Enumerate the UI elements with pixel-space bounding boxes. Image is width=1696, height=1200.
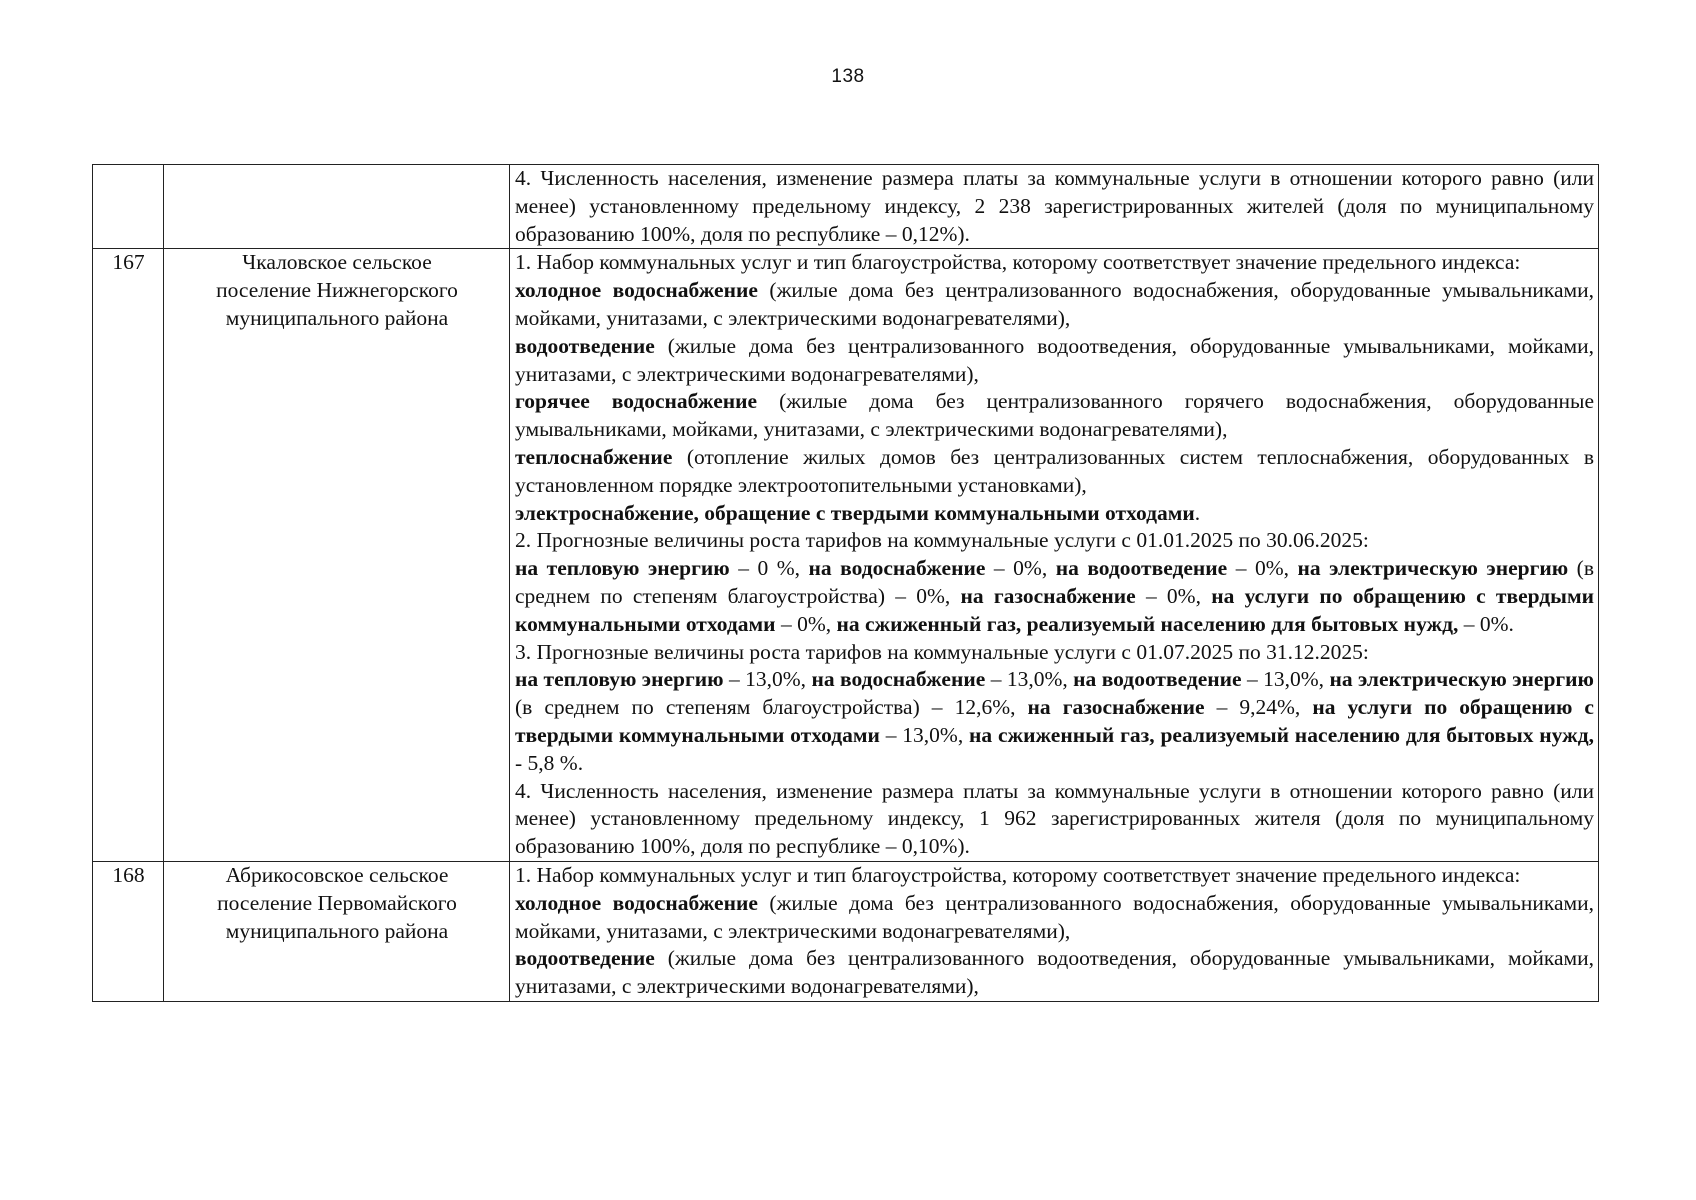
description-paragraph [515, 444, 1594, 500]
row-number-cell [93, 165, 164, 249]
text-segment: – 0%, [1135, 583, 1212, 608]
description-paragraph [515, 890, 1594, 946]
text-segment: 3. Прогнозные величины роста тарифов на коммунальные услуги с 01.07.2025 по 31.12.2025: [515, 639, 1369, 664]
text-segment: 4. Численность населения, изменение размера платы за коммунальные услуги в отношении которого равно (или менее) установленному предельному индексу, 1 962 зарегистрированных жителя (доля по муниципальному образованию 100%, доля по республике – 0,10%). [515, 778, 1594, 859]
text-segment: – 0%, [1227, 556, 1298, 581]
text-segment: – 0%, [775, 611, 837, 636]
text-segment: – 0 %, [729, 556, 809, 581]
description-paragraph [515, 555, 1594, 638]
description-paragraph [515, 527, 1594, 555]
text-segment: – 0%, [985, 556, 1056, 581]
bold-text-segment: холодное водоснабжение [515, 890, 758, 915]
table-row [93, 249, 1599, 862]
text-segment: (жилые дома без централизованного водоотведения, оборудованные умывальниками, мойками, унитазами, с электрическими водонагревателями), [515, 333, 1594, 386]
description-paragraph [515, 388, 1594, 444]
description-cell [510, 165, 1599, 249]
text-segment: 4. Численность населения, изменение размера платы за коммунальные услуги в отношении которого равно (или менее) установленному предельному индексу, 2 238 зарегистрированных жителей (доля по муниципальному образованию 100%, доля по республике – 0,12%). [515, 166, 1594, 246]
bold-text-segment: на электрическую энергию [1297, 556, 1569, 581]
bold-text-segment: на сжиженный газ, реализуемый населению для бытовых нужд, [836, 611, 1459, 636]
bold-text-segment: на тепловую энергию [515, 556, 730, 581]
bold-text-segment: на водоснабжение [811, 667, 986, 692]
text-segment: 1. Набор коммунальных услуг и тип благоустройства, которому соответствует значение предельного индекса: [515, 862, 1521, 887]
settlement-name-line: поселение Первомайского [217, 890, 457, 915]
text-segment: – 13,0%, [879, 722, 970, 747]
description-cell [510, 249, 1599, 862]
settlement-name-cell [164, 861, 510, 1001]
text-segment: – 0%. [1458, 611, 1514, 636]
bold-text-segment: электроснабжение, обращение с твердыми коммунальными отходами [515, 500, 1195, 525]
description-paragraph [515, 333, 1594, 389]
text-segment: – 9,24%, [1204, 695, 1313, 720]
description-paragraph [515, 666, 1594, 777]
bold-text-segment: на сжиженный газ, реализуемый населению для бытовых нужд, [969, 722, 1594, 747]
description-paragraph [515, 249, 1594, 277]
settlement-name-cell [164, 249, 510, 862]
text-segment: – 13,0%, [1241, 667, 1330, 692]
row-number-cell: 168 [93, 861, 164, 1001]
settlement-name-line: муниципального района [225, 305, 449, 330]
text-segment: (жилые дома без централизованного водоотведения, оборудованные умывальниками, мойками, унитазами, с электрическими водонагревателями), [515, 946, 1594, 999]
bold-text-segment: на водоснабжение [808, 556, 986, 581]
text-segment: – 13,0%, [723, 667, 812, 692]
bold-text-segment: на услуги по обращению с твердыми коммунальными отходами [515, 695, 1594, 747]
text-segment: (жилые дома без централизованного водоснабжения, оборудованные умывальниками, мойками, унитазами, с электрическими водонагревателями), [515, 278, 1594, 330]
bold-text-segment: на электрическую энергию [1329, 667, 1594, 692]
row-number-cell: 167 [93, 249, 164, 862]
bold-text-segment: теплоснабжение [515, 444, 673, 469]
text-segment: (в среднем по степеням благоустройства) – 0%, [515, 556, 1594, 608]
bold-text-segment: холодное водоснабжение [515, 278, 758, 303]
settlement-name-line: муниципального района [225, 918, 449, 943]
text-segment: . [1194, 500, 1201, 525]
settlement-name-line: Абрикосовское сельское [225, 862, 449, 887]
description-cell [510, 861, 1599, 1001]
settlement-name-cell [164, 165, 510, 249]
description-paragraph [515, 778, 1594, 861]
bold-text-segment: на газоснабжение [1027, 695, 1205, 720]
description-paragraph [515, 945, 1594, 1001]
text-segment: (отопление жилых домов без централизованных систем теплоснабжения, оборудованных в установленном порядке электроотопительными установками), [515, 444, 1594, 497]
bold-text-segment: на водоотведение [1055, 556, 1228, 581]
text-segment: (в среднем по степеням благоустройства) – 12,6%, [515, 695, 1028, 720]
settlement-name-line: поселение Нижнегорского [216, 278, 458, 303]
description-paragraph [515, 500, 1594, 528]
text-segment: - 5,8 %. [515, 750, 584, 775]
text-segment: (жилые дома без централизованного горячего водоснабжения, оборудованные умывальниками, мойками, унитазами, с электрическими водонагревателями), [515, 389, 1594, 442]
text-segment: 2. Прогнозные величины роста тарифов на коммунальные услуги с 01.01.2025 по 30.06.2025: [515, 528, 1369, 553]
table-body [93, 165, 1599, 1002]
bold-text-segment: водоотведение [515, 946, 655, 971]
bold-text-segment: водоотведение [515, 333, 655, 358]
bold-text-segment: на тепловую энергию [515, 667, 724, 692]
text-segment: (жилые дома без централизованного водоснабжения, оборудованные умывальниками, мойками, унитазами, с электрическими водонагревателями), [515, 890, 1594, 943]
bold-text-segment: на услуги по обращению с твердыми коммунальными отходами [515, 583, 1594, 636]
settlement-name-line: Чкаловское сельское [242, 250, 432, 275]
description-paragraph [515, 165, 1594, 248]
text-segment: 1. Набор коммунальных услуг и тип благоустройства, которому соответствует значение предельного индекса: [515, 250, 1521, 275]
tariff-table [92, 164, 1599, 1002]
bold-text-segment: на газоснабжение [960, 583, 1136, 608]
description-paragraph [515, 639, 1594, 667]
page-number: 138 [831, 66, 865, 87]
description-paragraph [515, 862, 1594, 890]
bold-text-segment: на водоотведение [1073, 667, 1242, 692]
text-segment: – 13,0%, [985, 667, 1074, 692]
bold-text-segment: горячее водоснабжение [515, 389, 758, 414]
table-row [93, 165, 1599, 249]
table-row [93, 861, 1599, 1001]
description-paragraph [515, 277, 1594, 333]
